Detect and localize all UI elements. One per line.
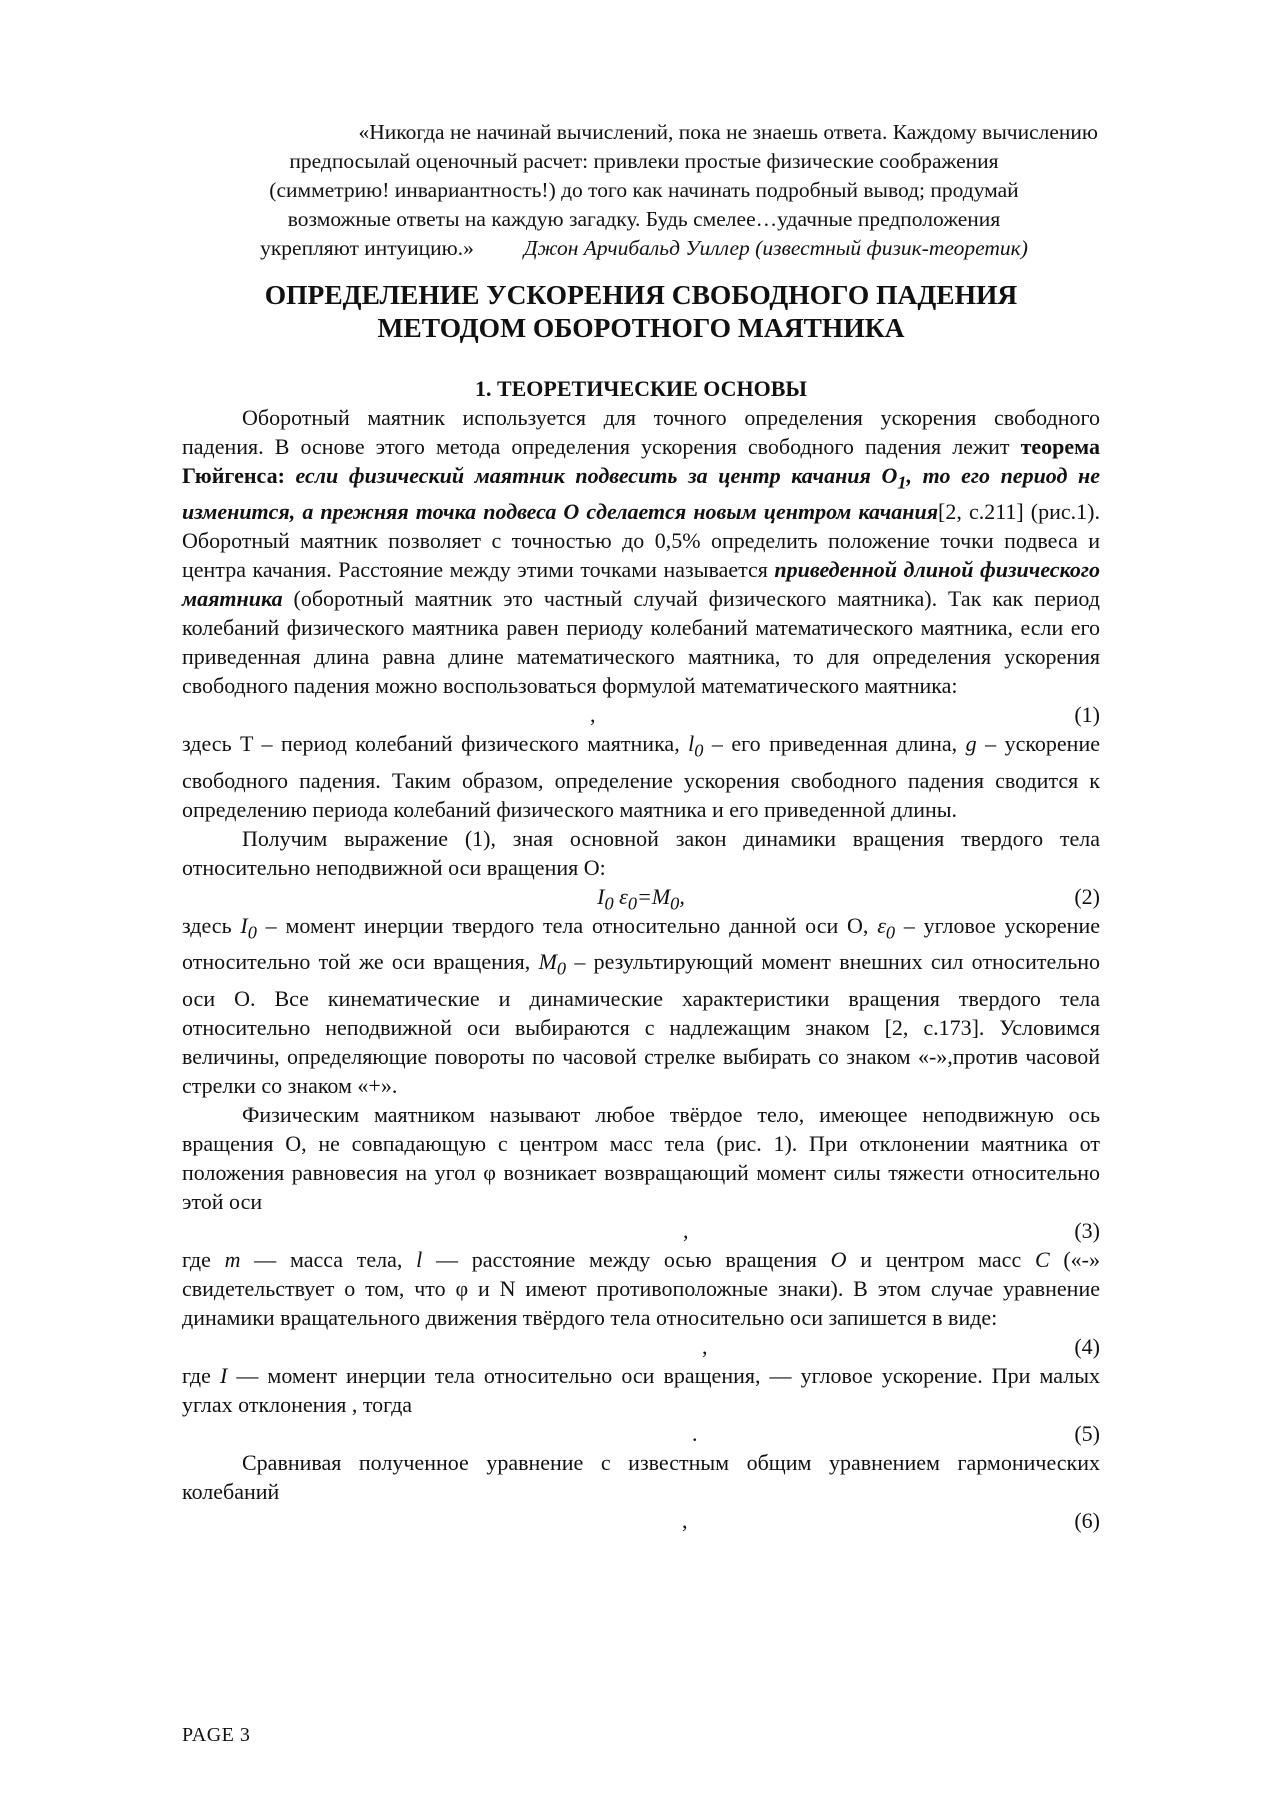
eq6-number: (6)	[1074, 1507, 1100, 1533]
eq1-comma: ,	[590, 702, 596, 728]
eq2-eps: ε	[613, 883, 628, 909]
quote-line-4: возможные ответы на каждую загадку. Будь смелее…удачные предположения	[287, 207, 1001, 231]
p2-text-a: здесь T – период колебаний физического маятника,	[182, 731, 689, 757]
p4-i: I	[240, 912, 248, 938]
equation-6	[182, 1506, 1100, 1535]
paragraph-5: Физическим маятником называют любое твёрдое тело, имеющее неподвижную ось вращения O, не совпадающую с центром масс тела (рис. 1). При отклонении маятника от положения равновесия на угол φ возникает возвращающий момент силы тяжести относительно этой оси	[182, 1101, 1100, 1214]
p6-text-e: («-» свидетельствует о том, что φ и N имеют противоположные знаки). В этом случае уравнение динамики вращательного движения твёрдого тела относительно оси запишется в виде:	[182, 1246, 1100, 1330]
epigraph-quote	[188, 118, 1100, 263]
p2-l: l	[688, 731, 695, 757]
quote-author: Джон Арчибальд Уиллер (известный физик-теоретик)	[523, 236, 1028, 260]
eq2-eps-sub: 0	[627, 893, 637, 914]
p4-text-b: – момент инерции твердого тела относительно данной оси O,	[256, 912, 878, 938]
paragraph-3: Получим выражение (1), зная основной закон динамики вращения твердого тела относительно неподвижной оси вращения O:	[182, 825, 1100, 880]
p6-text-a: где	[182, 1246, 225, 1272]
p7-text-a: где	[182, 1362, 220, 1388]
paragraph-8: Сравнивая полученное уравнение с известным общим уравнением гармонических колебаний	[182, 1449, 1100, 1504]
equation-2	[182, 882, 1100, 914]
p2-l-sub: 0	[694, 740, 704, 761]
p2-text-b: – его приведенная длина,	[703, 731, 966, 757]
p1-theorem-statement: если физический маятник подвесить за центр качания O	[295, 463, 898, 488]
paragraph-6	[182, 1245, 1100, 1332]
p1-reduced-length-term: приведенной длиной физического маятника	[182, 557, 1100, 612]
p6-text-b: — масса тела,	[240, 1246, 417, 1272]
p4-m: M	[538, 949, 557, 975]
equation-4	[182, 1332, 1100, 1361]
eq2-equals-m: =M	[637, 883, 671, 909]
paragraph-2	[182, 729, 1100, 823]
p1-theorem-statement-2: , то его период не изменится, а прежняя точка подвеса O сделается новым центром качания	[182, 463, 1101, 525]
p2-text-c: – ускорение свободного падения. Таким образом, определение ускорения свободного падения сводится к определению периода колебаний физического маятника и его приведенной длины.	[182, 731, 1100, 822]
p6-m: m	[224, 1246, 241, 1272]
section-heading: 1. ТЕОРЕТИЧЕСКИЕ ОСНОВЫ	[474, 376, 808, 401]
eq2-tail: ,	[679, 883, 685, 909]
eq4-number: (4)	[1074, 1333, 1100, 1359]
p6-c: C	[1034, 1246, 1050, 1272]
eq2-m-sub: 0	[670, 893, 680, 914]
eq6-comma: ,	[682, 1507, 688, 1533]
p6-o: O	[830, 1246, 847, 1272]
eq2-i: I	[597, 883, 605, 909]
p4-text-a: здесь	[182, 912, 241, 938]
eq2-number: (2)	[1074, 883, 1100, 909]
page-number: PAGE 3	[182, 1724, 251, 1746]
p7-text-b: — момент инерции тела относительно оси вращения, — угловое ускорение. При малых углах отклонения , тогда	[182, 1362, 1100, 1417]
quote-line-2: предпосылай оценочный расчет: привлеки простые физические соображения	[289, 149, 999, 173]
title-line-2: МЕТОДОМ ОБОРОТНОГО МАЯТНИКА	[377, 312, 905, 343]
quote-end: укрепляют интуицию.»	[260, 236, 474, 260]
eq2-i-sub: 0	[604, 893, 614, 914]
page-title	[181, 278, 1101, 344]
p2-g: g	[965, 731, 977, 757]
p1-subscript: 1	[897, 472, 907, 493]
eq3-comma: ,	[683, 1217, 689, 1243]
p1-huygens-theorem: теорема Гюйгенса:	[182, 434, 1100, 488]
equation-1	[182, 700, 1100, 729]
paragraph-1	[182, 403, 1100, 700]
p1-text-f: . Оборотный маятник позволяет с точностью до 0,5% определить положение точки подвеса и центра качания. Расстояние между этими точками называется	[182, 499, 1100, 583]
eq3-number: (3)	[1074, 1217, 1100, 1243]
p6-text-d: и центром масс	[846, 1246, 1035, 1272]
paragraph-7	[182, 1361, 1100, 1419]
p4-i-sub: 0	[247, 922, 257, 943]
p6-text-c: — расстояние между осью вращения	[422, 1246, 831, 1272]
eq5-number: (5)	[1074, 1420, 1100, 1446]
p4-text-c: – угловое ускорение относительно той же оси вращения,	[182, 912, 1100, 975]
quote-line-5	[188, 234, 1100, 263]
eq2-formula	[182, 882, 1100, 918]
p4-eps-sub: 0	[885, 922, 896, 943]
quote-line-1: «Никогда не начинай вычислений, пока не знаешь ответа. Каждому вычислению	[358, 120, 1098, 144]
eq5-period: .	[692, 1420, 698, 1446]
p7-i: I	[219, 1362, 228, 1388]
p1-reference: [2, с.211] (рис.1)	[938, 499, 1095, 525]
eq4-comma: ,	[702, 1333, 708, 1359]
quote-line-3: (симметрию! инвариантность!) до того как начинать подробный вывод; продумай	[269, 178, 1019, 202]
title-line-1: ОПРЕДЕЛЕНИЕ УСКОРЕНИЯ СВОБОДНОГО ПАДЕНИЯ	[264, 279, 1018, 310]
p4-text-d: – результирующий момент внешних сил относительно оси O. Все кинематические и динамические характеристики вращения твердого тела относительно неподвижной оси выбираются с надлежащим знаком [2, с.173]. Условимся величины, определяющие повороты по часовой стрелке выбирать со знаком «-»,против часовой стрелки со знаком «+».	[182, 949, 1100, 1098]
equation-3	[182, 1216, 1100, 1245]
p4-m-sub: 0	[556, 958, 567, 979]
body-text	[182, 403, 1100, 1535]
paragraph-4	[182, 911, 1100, 1100]
p4-eps: ε	[877, 912, 886, 938]
equation-5	[182, 1419, 1100, 1448]
p6-l: l	[416, 1246, 423, 1272]
p1-text-a: Оборотный маятник используется для точного определения ускорения свободного падения. В основе этого метода определения ускорения свободного падения лежит	[182, 405, 1100, 459]
p1-text-h: (оборотный маятник это частный случай физического маятника). Так как период колебаний физического маятника равен периоду колебаний математического маятника, если его приведенная длина равна длине математического маятника, то для определения ускорения свободного падения можно воспользоваться формулой математического маятника:	[182, 586, 1100, 699]
eq1-number: (1)	[1074, 702, 1100, 728]
